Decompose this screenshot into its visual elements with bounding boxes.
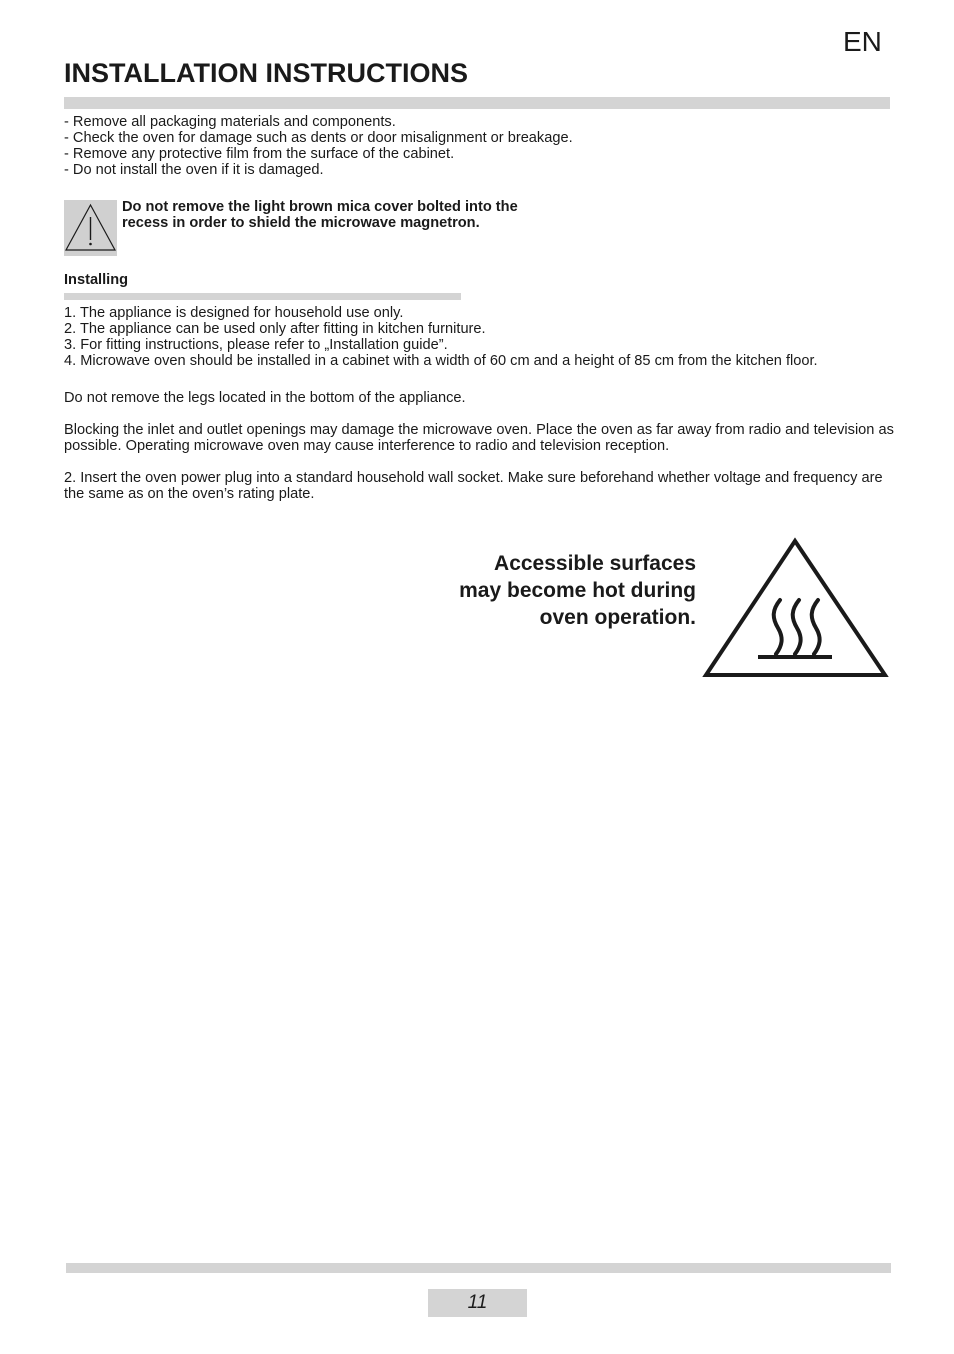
plug-paragraph: 2. Insert the oven power plug into a standard household wall socket. Make sure beforehand whether voltage and frequency are the same as on the oven’s rating plate.	[64, 470, 883, 502]
hot-warning-line: oven operation.	[539, 606, 696, 629]
installing-heading: Installing	[64, 272, 129, 288]
hot-warning-line: may become hot during	[459, 579, 696, 602]
exclamation-warning-icon	[64, 200, 117, 256]
installing-divider	[64, 293, 461, 300]
list-item: - Remove any protective film from the surface of the cabinet.	[64, 146, 455, 162]
list-item: 1. The appliance is designed for household use only.	[64, 305, 404, 321]
magnetron-warning	[122, 200, 602, 231]
list-item: 2. The appliance can be used only after fitting in kitchen furniture.	[64, 321, 486, 337]
hot-surface-icon	[702, 536, 890, 680]
hot-warning-line: Accessible surfaces	[494, 552, 696, 575]
blocking-paragraph: Blocking the inlet and outlet openings may damage the microwave oven. Place the oven as far away from radio and television as possible. Operating microwave oven may cause interference to radio and television reception.	[64, 422, 894, 454]
footer-divider	[66, 1263, 891, 1273]
hot-surface-warning	[420, 550, 696, 631]
list-item: 4. Microwave oven should be installed in a cabinet with a width of 60 cm and a height of 85 cm from the kitchen floor.	[64, 353, 818, 369]
legs-paragraph: Do not remove the legs located in the bottom of the appliance.	[64, 390, 466, 406]
page-number: 11	[428, 1289, 527, 1317]
warning-line: recess in order to shield the microwave magnetron.	[122, 214, 480, 231]
language-code: EN	[843, 26, 882, 57]
preparation-list	[64, 114, 894, 178]
page-title: INSTALLATION INSTRUCTIONS	[64, 58, 468, 88]
warning-line: Do not remove the light brown mica cover bolted into the	[122, 199, 518, 215]
list-item: - Remove all packaging materials and components.	[64, 114, 396, 130]
list-item: - Do not install the oven if it is damaged.	[64, 162, 324, 178]
list-item: - Check the oven for damage such as dents or door misalignment or breakage.	[64, 130, 573, 146]
title-divider	[64, 97, 890, 109]
list-item: 3. For fitting instructions, please refer to „Installation guide”.	[64, 337, 448, 353]
installing-steps	[64, 305, 904, 369]
